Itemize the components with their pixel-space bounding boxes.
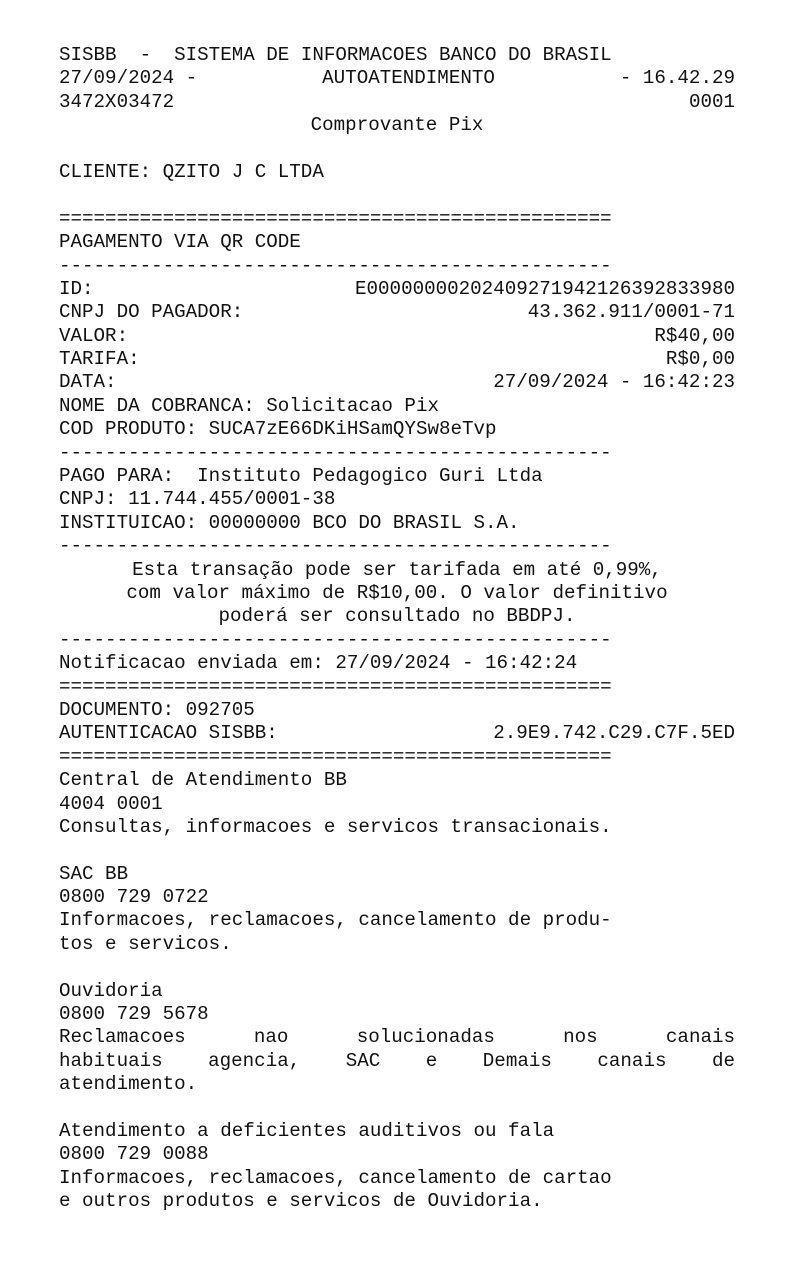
spacer [59, 839, 735, 862]
data-value: 27/09/2024 - 16:42:23 [493, 371, 735, 394]
tarifa-row [59, 348, 735, 371]
valor-label: VALOR: [59, 324, 129, 347]
cnpj-payer-row [59, 301, 735, 324]
header-date-row [59, 67, 735, 90]
double-separator: ================================================ [59, 207, 612, 230]
sac-name: SAC BB [59, 862, 129, 885]
spacer [59, 1097, 735, 1120]
double-separator: ================================================ [59, 675, 612, 698]
id-value: E00000000202409271942126392833980 [355, 277, 735, 300]
ouvidoria-desc: Reclamacoes nao solucionadas nos canais [59, 1026, 735, 1049]
spacer [59, 956, 735, 979]
header-sequence: 0001 [688, 90, 735, 113]
pix-receipt [59, 44, 735, 1214]
data-row [59, 371, 735, 394]
auth-row [59, 722, 735, 745]
deficientes-phone: 0800 729 0088 [59, 1143, 209, 1166]
tarifa-value: R$0,00 [665, 348, 735, 371]
data-label: DATA: [59, 371, 117, 394]
system-name: SISBB - SISTEMA DE INFORMACOES BANCO DO BRASIL [59, 44, 612, 66]
charge-name: NOME DA COBRANCA: Solicitacao Pix [59, 394, 439, 417]
auth-label: AUTENTICACAO SISBB: [59, 722, 278, 745]
tarifa-label: TARIFA: [59, 348, 140, 371]
id-row [59, 278, 735, 301]
document-number: DOCUMENTO: 092705 [59, 698, 255, 721]
notification-text: Notificacao enviada em: 27/09/2024 - 16:42:24 [59, 652, 578, 675]
cnpj-payer-value: 43.362.911/0001-71 [527, 301, 735, 324]
receipt-title: Comprovante Pix [310, 114, 484, 137]
sac-desc: tos e servicos. [59, 932, 232, 955]
valor-row [59, 325, 735, 348]
valor-value: R$40,00 [654, 324, 735, 347]
auth-value: 2.9E9.742.C29.C7F.5ED [493, 722, 735, 745]
central-phone: 4004 0001 [59, 792, 163, 815]
ouvidoria-phone: 0800 729 5678 [59, 1003, 209, 1026]
spacer [59, 138, 735, 161]
product-code: COD PRODUTO: SUCA7zE66DKiHSamQYSw8eTvp [59, 418, 497, 441]
deficientes-name: Atendimento a deficientes auditivos ou fala [59, 1119, 555, 1142]
payment-type: PAGAMENTO VIA QR CODE [59, 231, 301, 254]
single-separator: ------------------------------------------------ [59, 441, 612, 464]
client-line: CLIENTE: QZITO J C LTDA [59, 160, 324, 183]
deficientes-desc: e outros produtos e servicos de Ouvidoria. [59, 1190, 543, 1213]
header-terminal-row [59, 91, 735, 114]
paid-to: PAGO PARA: Instituto Pedagogico Guri Ltda [59, 465, 543, 488]
sac-phone: 0800 729 0722 [59, 886, 209, 909]
notice-line: com valor máximo de R$10,00. O valor definitivo [126, 581, 668, 604]
central-desc: Consultas, informacoes e servicos transacionais. [59, 815, 612, 838]
header-date: 27/09/2024 - [59, 67, 198, 90]
agency-row [59, 184, 735, 207]
cnpj-payer-label: CNPJ DO PAGADOR: [59, 301, 244, 324]
payee-institution: INSTITUICAO: 00000000 BCO DO BRASIL S.A. [59, 511, 520, 534]
payee-cnpj: CNPJ: 11.744.455/0001-38 [59, 488, 336, 511]
header-terminal: 3472X03472 [59, 90, 175, 113]
sac-desc: Informacoes, reclamacoes, cancelamento de produ- [59, 909, 612, 932]
central-name: Central de Atendimento BB [59, 769, 347, 792]
ouvidoria-name: Ouvidoria [59, 979, 163, 1002]
ouvidoria-desc: atendimento. [59, 1073, 198, 1096]
deficientes-desc: Informacoes, reclamacoes, cancelamento de cartao [59, 1166, 612, 1189]
notice-line: Esta transação pode ser tarifada em até 0,99%, [132, 558, 662, 581]
header-time: - 16.42.29 [619, 67, 735, 90]
double-separator: ================================================ [59, 745, 612, 768]
notice-line: poderá ser consultado no BBDPJ. [218, 605, 576, 628]
single-separator: ------------------------------------------------ [59, 535, 612, 558]
id-label: ID: [59, 277, 94, 300]
single-separator: ------------------------------------------------ [59, 254, 612, 277]
header-channel: AUTOATENDIMENTO [322, 67, 495, 90]
ouvidoria-desc: habituais agencia, SAC e Demais canais de [59, 1049, 735, 1072]
single-separator: ------------------------------------------------ [59, 628, 612, 651]
